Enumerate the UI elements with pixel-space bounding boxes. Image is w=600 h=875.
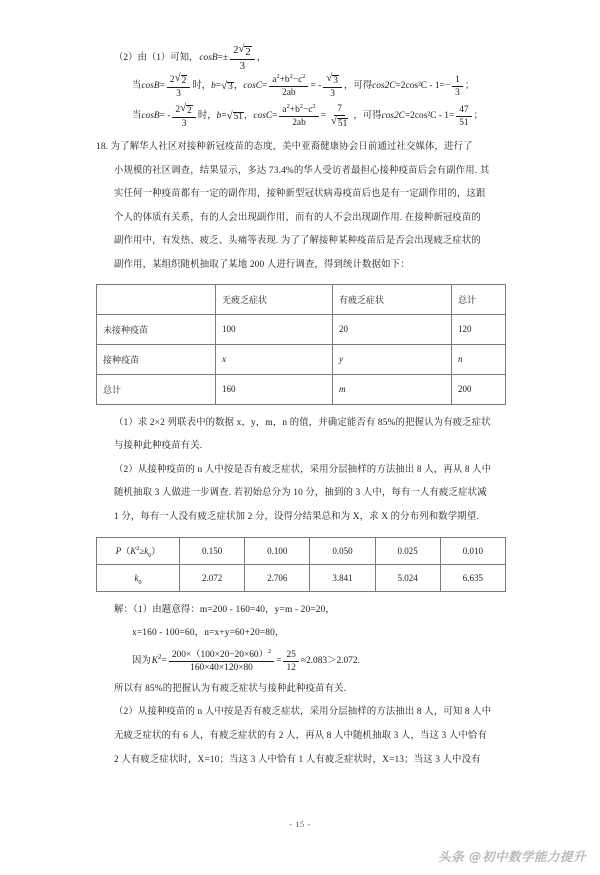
solution-line: 2 人有疲乏症状时，X=10；当这 3 人中恰有 1 人有疲乏症状时，X=13；当这 3 人中没有 [114, 754, 481, 765]
row-label-vaccinated: 接种疫苗 [97, 344, 216, 374]
case1-loc-den: 2ab [282, 88, 296, 98]
case1-fraction-2sqrt2-3 [167, 74, 190, 99]
table-row [97, 537, 506, 564]
k-result-fraction [283, 650, 298, 673]
case2-b: b [216, 111, 222, 122]
case1-eq5: =2cos²C - 1= [395, 81, 445, 92]
solution-line: 解：（1）由题意得：m=200 - 160=40，y=m - 20=20， [114, 604, 335, 615]
case2-loc-num: $a^2+b^2-c^2$ [279, 105, 318, 117]
case2-eq5: =2cos²C - 1= [404, 111, 455, 122]
case2-eq4: = [320, 111, 326, 122]
k-frac-num: $200\times(100\times 20-20\times 60)^2$ [169, 650, 274, 662]
contingency-table [96, 284, 506, 405]
case1-result-fraction [323, 74, 342, 99]
problem-18-block [96, 136, 506, 278]
case2-result-fraction [328, 104, 351, 129]
solution-line: 无疲乏症状的有 6 人，有疲乏症状的有 2 人，再从 8 人中随机抽取 3 人，当这 3 人中恰有 [114, 730, 487, 741]
table-cell: 120 [452, 314, 506, 344]
table-cell: 3.841 [310, 564, 375, 591]
table-row [97, 344, 506, 374]
fraction-2sqrt2-over-3 [230, 45, 255, 73]
solution-k-squared-line [96, 646, 506, 678]
table-header-total: 总计 [452, 284, 506, 314]
problem-18-line: 副作用，某组织随机抽取了某地 200 人进行调查，得到统计数据如下： [114, 259, 410, 270]
case1-law-of-cosines-fraction [269, 75, 308, 98]
k-result-num: 25 [283, 650, 298, 662]
table-header-has-symptom: 有疲乏症状 [333, 284, 452, 314]
k-symbol: K [151, 656, 159, 667]
row-label-unvaccinated: 未接种疫苗 [97, 314, 216, 344]
row-label-total: 总计 [97, 374, 216, 404]
case2-frac-den: 3 [181, 119, 187, 129]
case2-eq1: = - [159, 111, 171, 122]
case2-eq2: = [221, 111, 227, 122]
table-cell: 0.150 [180, 537, 245, 564]
case1-shi: 时， [192, 81, 212, 92]
case1-eq1: = [159, 81, 165, 92]
solution-block [96, 599, 506, 773]
case2-frac-num: 2 √ 2 [172, 104, 195, 118]
case1-cosB: cosB [141, 81, 160, 92]
solution-line: 所以有 85%的把握认为有疲乏症状与接种此种疫苗有关. [114, 683, 347, 694]
case1-final-num: 1 [452, 75, 463, 87]
table-cell: 160 [216, 374, 333, 404]
case1-eq3: = [261, 81, 268, 92]
table-row [97, 314, 506, 344]
table-cell: 20 [333, 314, 452, 344]
table-corner-cell [97, 284, 216, 314]
case2-cosB: cosB [141, 111, 160, 122]
case2-cosC: cosC [253, 111, 273, 122]
case2-eq3: = [272, 111, 278, 122]
case1-final-fraction [452, 75, 463, 98]
table-cell: n [452, 344, 506, 374]
table-row [97, 374, 506, 404]
case2-loc-den: 2ab [292, 118, 306, 128]
case1-res-num: √ 3 [323, 74, 342, 88]
solution-line: （2）从接种疫苗的 n 人中按是否有疲乏症状，采用分层抽样的方法抽出 8 人，可知 8 人中 [114, 707, 492, 718]
case1-tail-sep: ，可得 [343, 81, 373, 92]
question-2-line: 随机抽取 3 人做进一步调查. 若初始总分为 10 分，抽到的 3 人中，每有一人有疲乏症状减 [114, 488, 487, 499]
case2-shi: 时， [197, 111, 217, 122]
k-equals: = [161, 656, 167, 667]
question-1-line: （1）求 2×2 列联表中的数据 x，y，m，n 的值，并确定能否有 85%的把握认为有疲乏症状 [114, 417, 491, 428]
case1-cos2C: cos2C [372, 81, 396, 92]
case1-final-den: 3 [455, 88, 460, 98]
table-header-row [97, 284, 506, 314]
k-prefix: 因为 [132, 656, 151, 667]
case2-cos2C: cos2C [381, 111, 405, 122]
case2-tail-sep: ，可得 [353, 111, 382, 122]
table-cell: y [333, 344, 452, 374]
case1-res-sign: − [444, 81, 451, 92]
case1-res-den: 3 [330, 89, 335, 99]
question-1-line: 与接种此种疫苗有关. [114, 441, 203, 452]
table-cell: x [216, 344, 333, 374]
k-table-row-label-p: $P(K^2\ge k_0)$ [97, 537, 180, 564]
fraction-numerator: 2 √ 2 [230, 45, 255, 60]
fraction-denominator: 3 [239, 61, 246, 72]
table-header-no-symptom: 无疲乏症状 [216, 284, 333, 314]
k-critical-value-table [96, 537, 506, 592]
question-2-line: （2）从接种疫苗的 n 人中按是否有疲乏症状，采用分层抽样的方法抽出 8 人，再从 8 人中 [114, 464, 492, 475]
case1-end: ； [464, 81, 475, 92]
case1-b: b [211, 81, 216, 92]
part2-case2-line [96, 102, 506, 132]
solution-line: x=160 - 100=60，n=x+y=60+20=80， [132, 628, 285, 639]
problem-18-line: 小规模的社区调查，结果显示，多达 73.4%的华人受访者最担心接种疫苗后会有副作用. 其 [114, 165, 490, 176]
cosB-label: cosB [199, 53, 218, 64]
k-table-row-label-k0: $k_0$ [97, 564, 180, 591]
equals-plusminus: =± [217, 53, 229, 64]
problem-18-line: 副作用中，有发热、疲乏、头痛等表现. 为了了解接种某种疫苗后是否会出现疲乏症状的 [114, 236, 481, 247]
case1-sqrt3: √ 3 [221, 79, 233, 93]
part2-lead-line [96, 43, 506, 72]
problem-18-line: 18. 为了解华人社区对接种新冠疫苗的态度，美中亚裔健康协会日前通过社交媒体，进行了 [96, 142, 473, 152]
watermark [438, 847, 586, 865]
case2-fraction-2sqrt2-3 [172, 104, 195, 129]
case2-final-den: 51 [459, 118, 469, 128]
problem-18-line: 个人的体质有关系，有的人会出现副作用，而有的人不会出现副作用. 在接种新冠疫苗的 [114, 212, 481, 223]
case2-sqrt51: √ 51 [226, 109, 243, 123]
comma-1: ， [256, 53, 267, 64]
case1-prefix: 当 [132, 81, 142, 92]
case1-loc-num: $a^2+b^2-c^2$ [269, 75, 308, 87]
case2-end: ； [473, 111, 483, 122]
table-cell: m [333, 374, 452, 404]
case2-law-of-cosines-fraction [279, 105, 318, 128]
case2-prefix: 当 [132, 111, 142, 122]
case1-frac-num: 2 √ 2 [167, 74, 190, 88]
case2-res-den: √ 51 [330, 115, 348, 129]
question-2-line: 1 分，每有一人没有疲乏症状加 2 分，设得分结果总和为 X，求 X 的分布列和数学期望. [114, 511, 479, 522]
case1-eq2: = [215, 81, 222, 92]
case1-frac-den: 3 [176, 89, 181, 99]
table-cell: 6.635 [440, 564, 505, 591]
case2-final-fraction [456, 105, 471, 128]
case2-final-num: 47 [456, 105, 471, 117]
table-cell: 0.025 [375, 537, 440, 564]
k-result-den: 12 [286, 662, 296, 673]
case1-cosC: cosC [243, 81, 262, 92]
table-cell: 0.010 [440, 537, 505, 564]
k-squared-fraction [169, 650, 274, 673]
part2-case1-line [96, 72, 506, 102]
watermark-text: 头条 @初中数学能力提升 [438, 849, 586, 864]
page-number: - 15 - [289, 820, 311, 829]
k-equals-2: = [276, 656, 282, 667]
case1-sqrt3-arg: 3 [228, 82, 233, 93]
table-cell: 200 [452, 374, 506, 404]
table-row [97, 564, 506, 591]
case2-sqrt51-arg: 51 [233, 112, 243, 123]
questions-block [96, 412, 506, 530]
table-cell: 2.072 [180, 564, 245, 591]
case1-eq4: = - [310, 81, 322, 92]
table-cell: 2.706 [245, 564, 310, 591]
k-tail-comparison: ≈2.083＞2.072. [300, 656, 360, 667]
page-content [96, 44, 506, 772]
table-cell: 100 [216, 314, 333, 344]
case2-sep: ， [243, 111, 254, 122]
case2-res-num: 7 [334, 104, 345, 116]
case1-sep: ， [233, 81, 244, 92]
table-cell: 0.050 [310, 537, 375, 564]
problem-18-line: 实任何一种疫苗都有一定的副作用，接种新型冠状病毒疫苗后也是有一定副作用的，这跟 [114, 189, 486, 200]
part2-lead-text: （2）由（1）可知， [114, 53, 199, 64]
table-cell: 5.024 [375, 564, 440, 591]
k-frac-den: 160×40×120×80 [190, 662, 253, 673]
k-exponent: 2 [158, 653, 162, 662]
table-cell: 0.100 [245, 537, 310, 564]
